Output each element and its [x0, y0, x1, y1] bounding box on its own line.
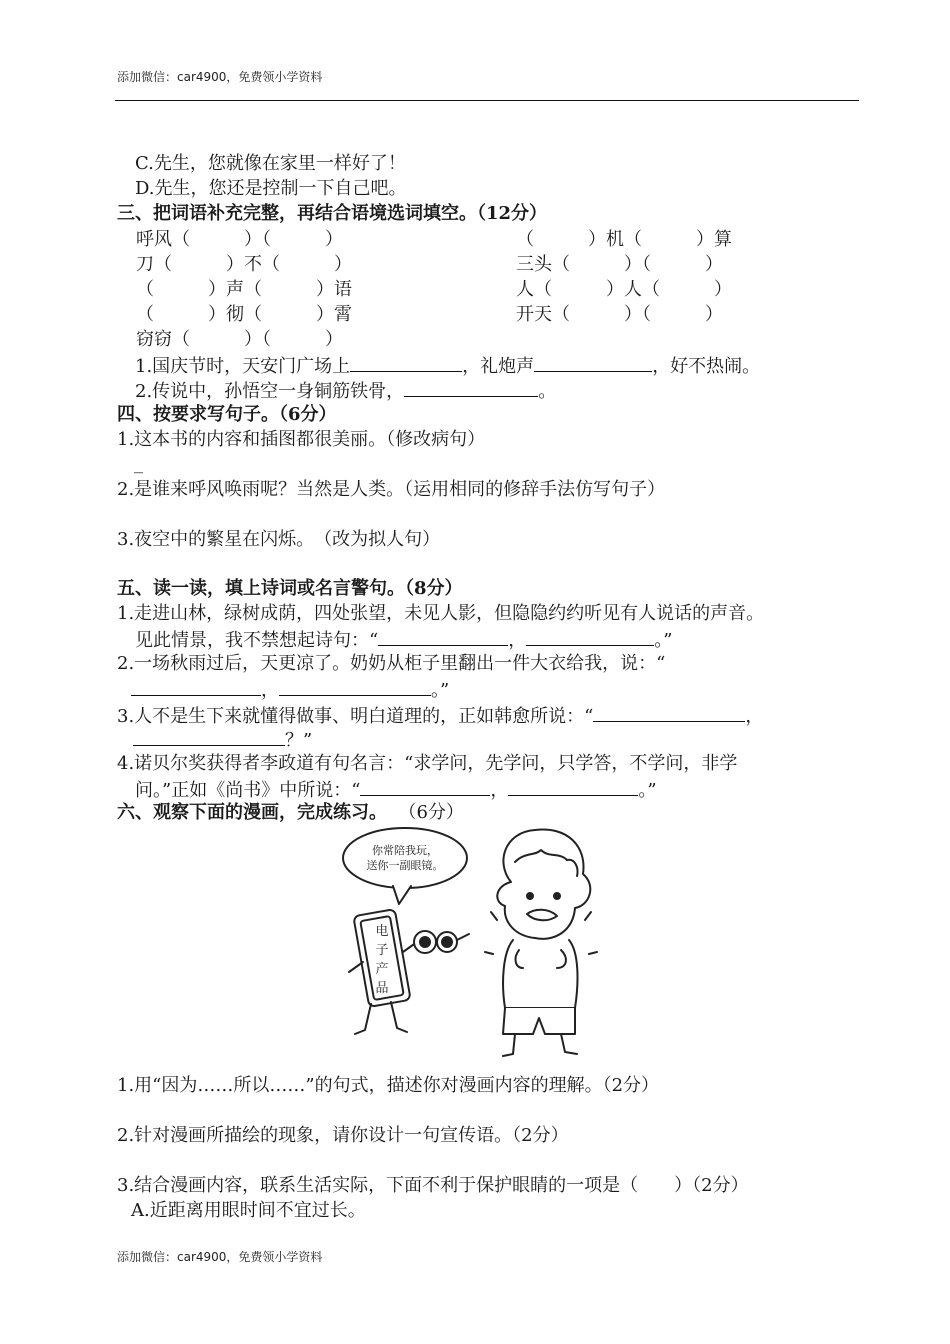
sec5-q1-line2 [135, 627, 672, 653]
sec4-question-2: 2.是谁来呼风唤雨呢？当然是人类。（运用相同的修辞手法仿写句子） [117, 479, 666, 500]
comic-illustration [335, 822, 625, 1057]
page-header: 添加微信：car4900，免费领小学资料 [117, 70, 323, 84]
sec6-option-a: A.近距离用眼时间不宜过长。 [131, 1200, 366, 1221]
header-rule [115, 100, 859, 101]
section5-title: 五、读一读，填上诗词或名言警句。（8分） [117, 578, 463, 599]
section3-title: 三、把词语补充完整，再结合语境选词填空。（12分） [117, 203, 548, 224]
answer-blank[interactable] [593, 703, 745, 722]
section6-score: （6分） [398, 802, 464, 823]
answer-blank[interactable] [360, 777, 490, 796]
sec5-q4-line2 [135, 777, 657, 803]
sec5-q2-line2 [131, 677, 449, 703]
sec6-question-1: 1.用“因为……所以……”的句式，描述你对漫画内容的理解。（2分） [117, 1075, 660, 1096]
sec5-q3-line1 [117, 703, 763, 729]
word-right-1: （ ）机（ ）算 [516, 229, 732, 250]
sec4-answer-mark[interactable]: _ [134, 453, 143, 474]
q1-text-c: ，好不热闹。 [652, 356, 761, 377]
sec5-q3-line2 [133, 727, 312, 753]
word-right-4: 开天（ ）（ ） [516, 304, 723, 325]
q3-text: 3.人不是生下来就懂得做事、明白道理的，正如韩愈所说：“ [117, 706, 594, 727]
phone-char-4: 品 [375, 981, 389, 996]
comma: ， [261, 680, 279, 701]
quote-end: 。” [638, 780, 657, 801]
word-left-5: 窃窃（ ）（ ） [136, 329, 343, 350]
answer-blank[interactable] [133, 727, 285, 746]
sec3-question-2 [135, 378, 556, 404]
q2-text-a: 2.传说中，孙悟空一身铜筋铁骨， [135, 381, 405, 402]
page-footer: 添加微信：car4900，免费领小学资料 [117, 1250, 323, 1264]
answer-blank[interactable] [350, 353, 462, 372]
option-d: D.先生，您还是控制一下自己吧。 [135, 178, 407, 199]
section6-title: 六、观察下面的漫画，完成练习。 [117, 802, 387, 823]
phone-char-3: 产 [375, 962, 389, 977]
comma: ， [490, 780, 509, 801]
answer-blank[interactable] [508, 777, 638, 796]
word-left-4: （ ）彻（ ）霄 [136, 304, 352, 325]
sec6-question-3: 3.结合漫画内容，联系生活实际，下面不利于保护眼睛的一项是（ ）（2分） [117, 1175, 749, 1196]
quote-end: 。” [431, 680, 450, 701]
answer-blank[interactable] [378, 627, 508, 646]
sec5-q1-line1: 1.走进山林，绿树成荫，四处张望，未见人影，但隐隐约约听见有人说话的声音。 [117, 603, 765, 624]
answer-blank[interactable] [279, 677, 431, 696]
word-left-1: 呼风（ ）（ ） [136, 229, 343, 250]
kid-character [485, 829, 597, 1056]
section4-title: 四、按要求写句子。（6分） [117, 404, 337, 425]
sec5-q4-line1: 4.诺贝尔奖获得者李政道有句名言：“求学问，先学问，只学答，不学问，非学 [117, 753, 738, 774]
bubble-text-1: 你常陪我玩， [372, 844, 438, 857]
q4-l2-text: 问。”正如《尚书》中所说：“ [135, 780, 361, 801]
answer-blank[interactable] [526, 627, 654, 646]
word-right-2: 三头（ ）（ ） [516, 254, 723, 275]
word-left-3: （ ）声（ ）语 [136, 279, 352, 300]
option-c: C.先生，您就像在家里一样好了！ [135, 153, 406, 174]
q1-text-b: ，礼炮声 [462, 356, 535, 377]
phone-character [349, 909, 469, 1034]
word-left-2: 刀（ ）不（ ） [136, 254, 352, 275]
sec6-question-2: 2.针对漫画所描绘的现象，请你设计一句宣传语。（2分） [117, 1125, 569, 1146]
answer-blank[interactable] [534, 353, 652, 372]
answer-blank[interactable] [404, 378, 538, 397]
sec4-question-3: 3.夜空中的繁星在闪烁。 （改为拟人句） [117, 529, 441, 550]
quote-end: ？” [285, 730, 313, 751]
comma: ， [508, 630, 527, 651]
word-right-3: 人（ ）人（ ） [516, 279, 732, 300]
phone-char-2: 子 [375, 943, 389, 958]
sec4-question-1: 1.这本书的内容和插图都很美丽。（修改病句） [117, 429, 486, 450]
q1-l2-text: 见此情景，我不禁想起诗句：“ [135, 630, 379, 651]
bubble-text-2: 送你一副眼镜。 [366, 859, 444, 872]
q1-text-a: 1.国庆节时，天安门广场上 [135, 356, 351, 377]
q2-text-b: 。 [538, 381, 557, 402]
phone-char-1: 电 [375, 924, 389, 939]
answer-blank[interactable] [131, 677, 261, 696]
comma: ， [745, 706, 764, 727]
quote-end: 。” [654, 630, 673, 651]
speech-bubble [343, 828, 467, 888]
sec5-q2-line1: 2.一场秋雨过后，天更凉了。奶奶从柜子里翻出一件大衣给我，说：“ [117, 653, 666, 674]
sec3-question-1 [135, 353, 760, 379]
